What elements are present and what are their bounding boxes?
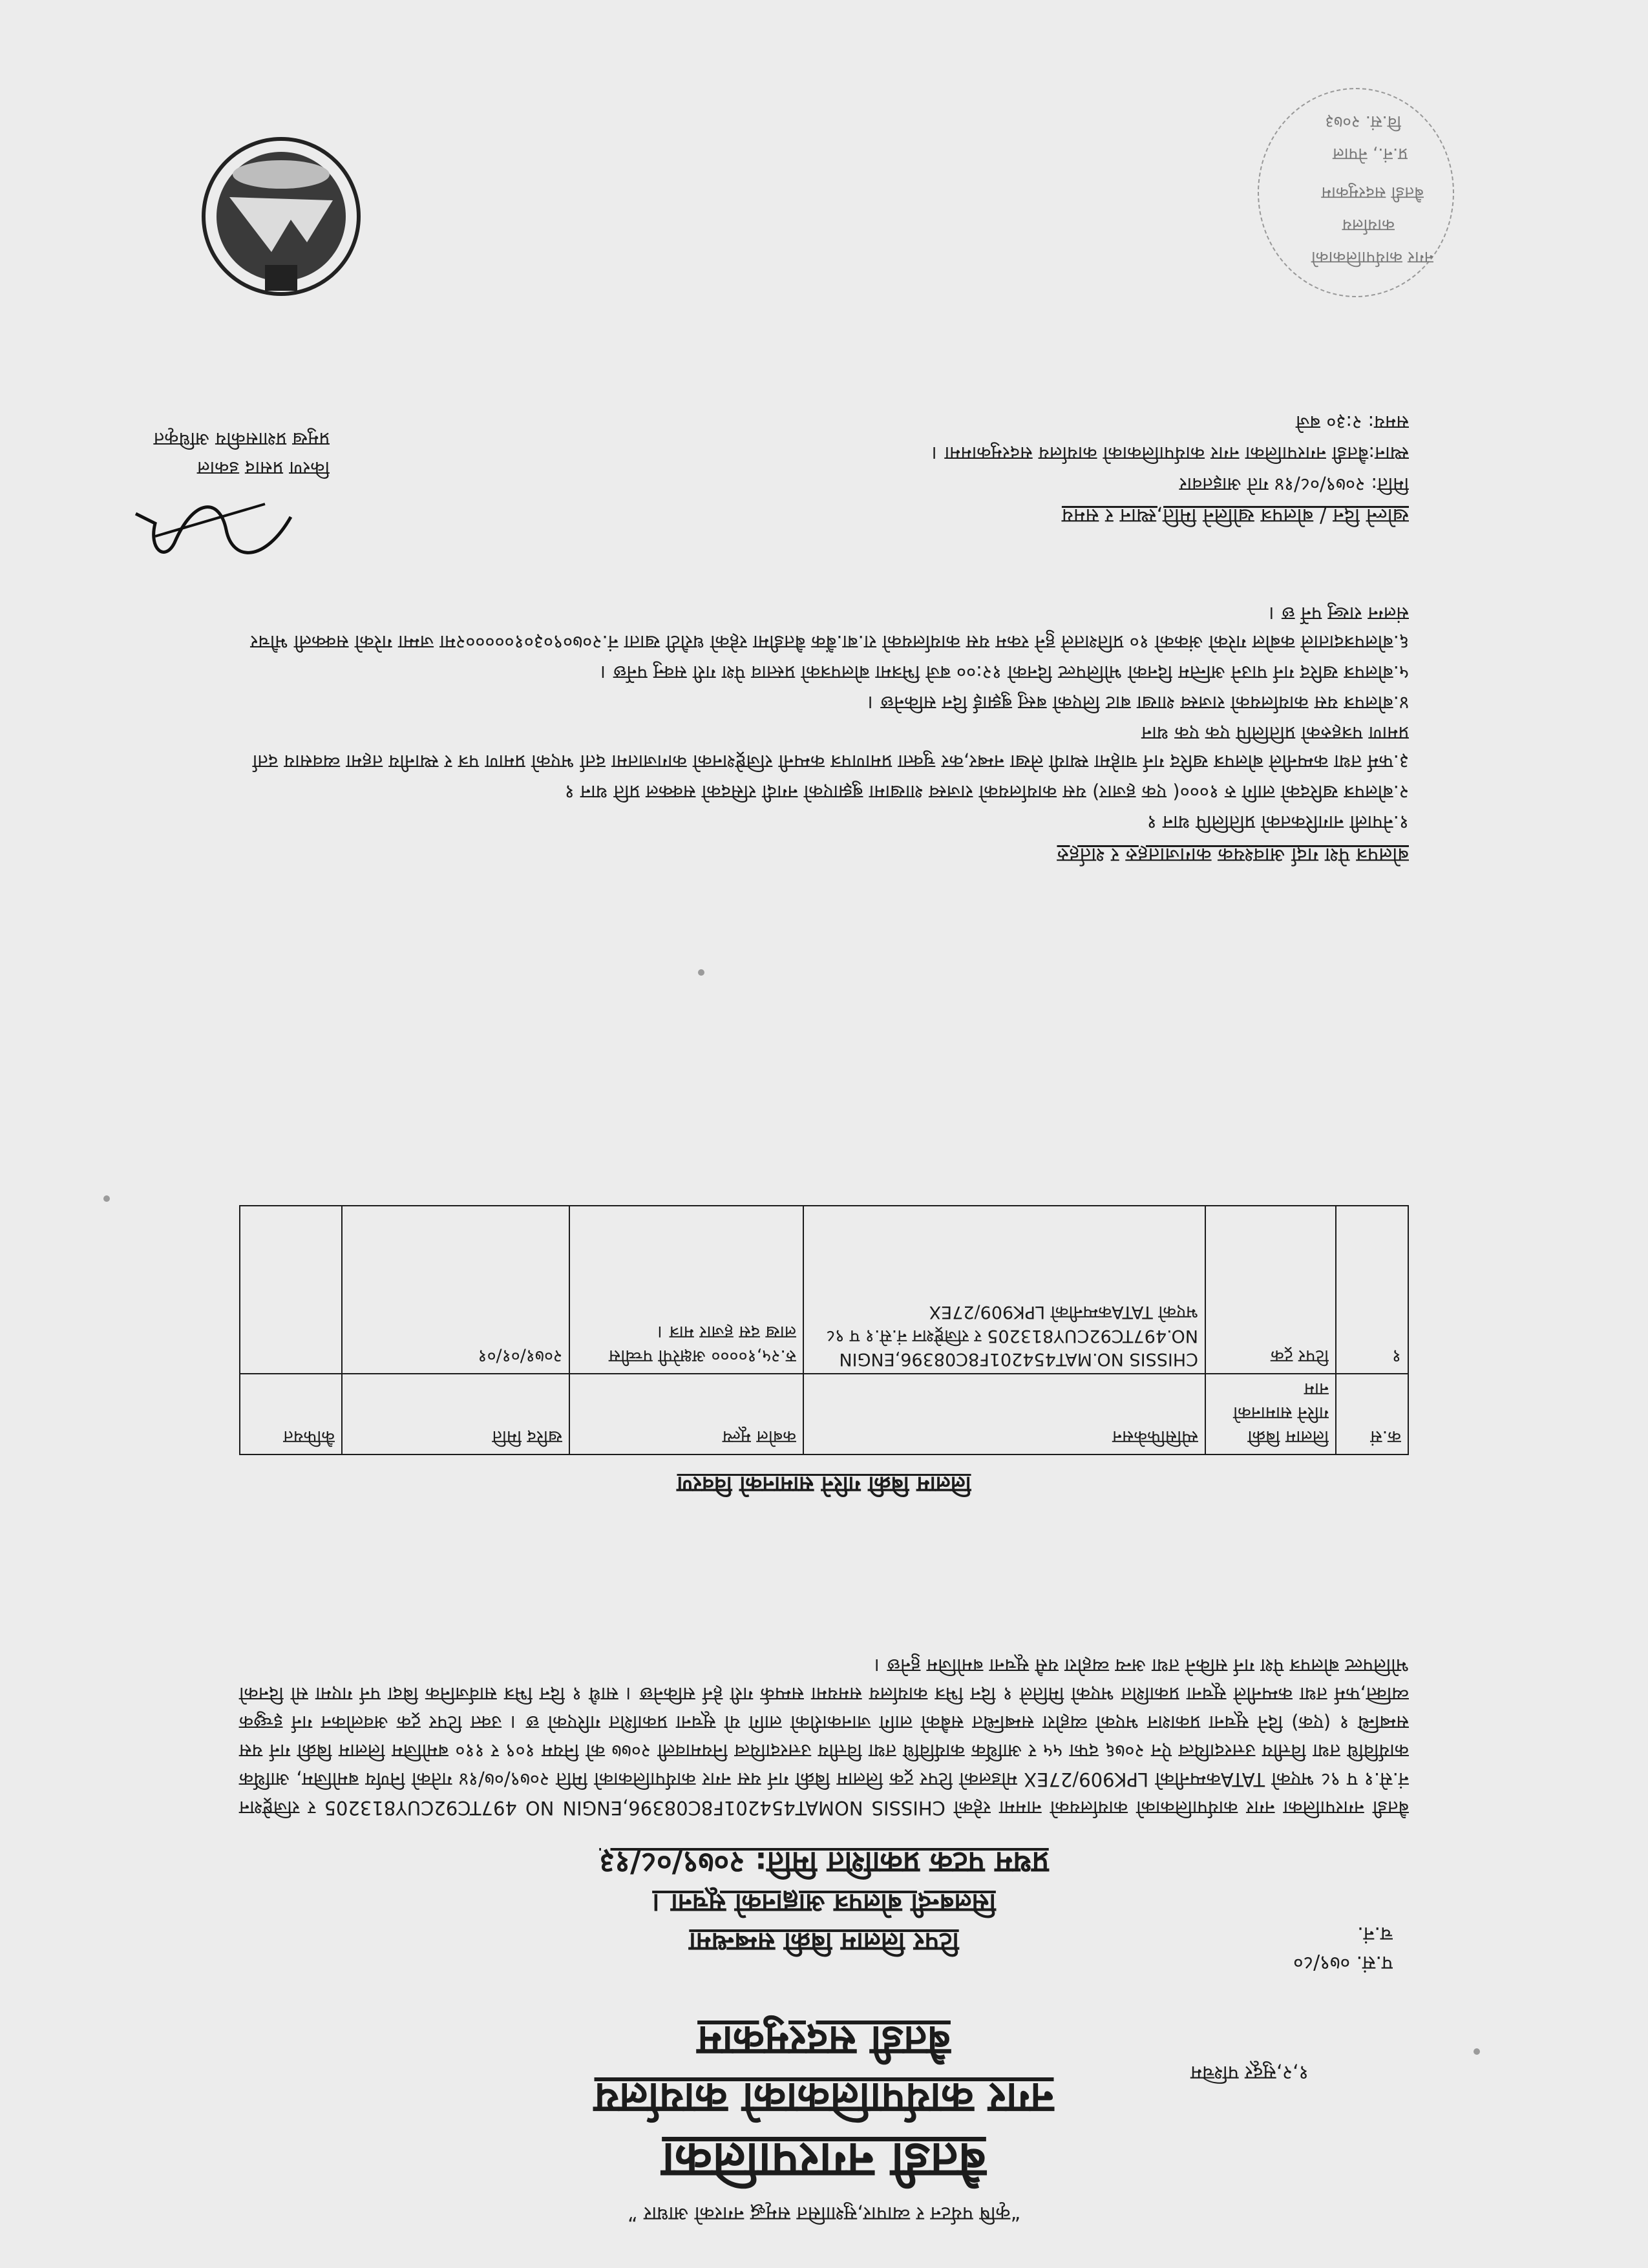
cell-spec: CHISSIS NO.MAT454201F8C08396,ENGIN NO.497TC92CUY813205 र रजिष्ट्रेशन नं.से.१ प ९८ भएको TATAकम्पनीको LPK909/27EX (803, 1206, 1205, 1374)
reference-number: प.सं. ०७९/८० (1293, 1951, 1393, 1974)
requirements-heading: बोलपत्र पेश गर्दा आवश्यक कागजातहरु र शर्तहरु (1057, 843, 1409, 866)
opening-time: समय: २:३० बजे (1295, 412, 1409, 434)
header-date: खरिद मिति (342, 1374, 569, 1454)
cell-date: २०७१/०१/०१ (342, 1206, 569, 1374)
notice-title: टिपर लिलाम बिक्री सम्बन्धमा (689, 1927, 959, 1957)
opening-date: मिति: २०७९/०८/१४ गते आइतवार (1179, 474, 1409, 496)
header-remarks: कैफियत (240, 1374, 342, 1454)
stamp-text-4: प्र.नं., नेपाल (1333, 144, 1408, 163)
publication-date: प्रथम पटक प्रकाशित मिति: २०७९/०८/१३ (599, 1845, 1049, 1880)
header-item-name: लिलाम बिक्री गरिने सामानको नाम (1205, 1374, 1336, 1454)
item-table (239, 1205, 1409, 1455)
table-title: लिलाम बिक्री गरिने सामानको विवरण (677, 1471, 971, 1497)
org-name: बैतडी नगरपालिका (662, 2132, 986, 2190)
header-price: कबोल मूल्य (569, 1374, 803, 1454)
office-address: १,२,सुदूर पश्चिम (1190, 2061, 1309, 2084)
requirement-4: ४.बोलपत्र यस कार्यालयको राजस्व शाखा बाट लिएको बस्तु बुझाई दिन सकिनेछ । (867, 692, 1409, 714)
signature-icon (123, 485, 304, 575)
cell-item-name: टिपर ट्रक (1205, 1206, 1336, 1374)
header-sn: क.सं (1336, 1374, 1408, 1454)
signatory-name: किरण प्रसाद डकाल (196, 457, 330, 479)
cell-sn: १ (1336, 1206, 1408, 1374)
cell-remarks (240, 1206, 342, 1374)
scan-speck (698, 969, 704, 976)
stamp-text-5: वि.सं. २०७३ (1325, 112, 1401, 131)
signatory-title: प्रमुख प्रशासकीय अधिकृत (153, 428, 330, 450)
dispatch-number: च.नं. (1357, 1922, 1393, 1945)
notice-subtitle: सिलबन्दी बोलपत्र आह्वानको सूचना । (652, 1888, 996, 1918)
opening-heading: खोल्ने दिन / बोलपत्र खोलिने मिति,स्थान र समय (1061, 504, 1409, 527)
opening-place: स्थान:बैतडी नगरपालिका नगर कार्यपालिकाको कार्यालय सदरमुकाममा । (931, 443, 1409, 465)
stamp-text-1: नगर कार्यपालिकाको (1311, 247, 1433, 267)
office-stamp (1258, 88, 1454, 297)
scan-speck (1474, 2048, 1480, 2055)
requirement-3: ३.फर्म तथा कम्पनीले बोलपत्र खरिद गर्न चाहेमा स्थायी लेखा नम्बर,कर चुक्ता प्रमाणपत्र कम्पनी रजिष्ट्रेशनको कागजातमा दर्ता भएको प्रमाण पत्र र स्थानीय तहमा व्यवसाय दर्ता प्रमाण पत्रहरुको प्रतिलिपि एक एक थान (252, 722, 1409, 773)
header-spec: स्पेसिफिकेसन (803, 1374, 1205, 1454)
office-location: बैतडी सदरमुकाम (697, 2017, 951, 2064)
cell-price: रु.२५,१०००० अक्षरेपी पच्चीस लाख दस हजार मात्र । (569, 1206, 803, 1374)
requirement-2: २.बोलपत्र खरिदको लागि रु १०००( एक हजार) यस कार्यालयको राजस्व शाखामा बुझाएको नगदी रसिदको सक्कल प्रति थान १ (564, 781, 1409, 803)
requirement-6: ६.बोलपत्रदाताले कबोल गरेको अंकको १० प्रतिशतले हुने रकम यस कार्यालयको रा.बा.बैंक बैतडीमा रहेको धरौटी खाता नं.२०७०९०३०१०००००२मा जम्मा गरेको सक्कली भौचर संलग्न राख्नु पर्ने छ । (250, 603, 1409, 653)
requirement-5: ५.बोलपत्र खरिद गर्न पाउने अन्तिम दिनको भोलिपल्ट दिनको १२:०० बजे भित्रमा बोलपत्रको प्रस्ताव पेश गरी सक्नु पर्नेछ । (600, 662, 1409, 684)
stamp-text-2: कार्यालय (1342, 215, 1395, 235)
government-emblem-icon (194, 129, 368, 304)
table-row (240, 1206, 1408, 1374)
requirement-1: १.नेपाली नागरिकतको प्रतिलिपि थान १ (1146, 812, 1409, 834)
stamp-text-3: बैतडी सदरमुकाम (1321, 183, 1424, 202)
scan-speck (103, 1195, 110, 1202)
motto: “कृषि पर्यटन र व्यापार,सुशासित समृद्ध नगरको आधार ” (627, 2202, 1021, 2225)
table-header-row (240, 1374, 1408, 1454)
office-name: नगर कार्यपालिकाको कार्यालय (594, 2074, 1054, 2123)
notice-body: बैतडी नगरपालिका नगर कार्यपालिकाको कार्यालयको नाममा रहेको CHISSIS NOMAT454201F8C08396,ENGIN NO 497TC92CUY813205 र रजिष्ट्रेशन नं.से.१ प ९८ भएको TATAकम्पनीको LPK909/27EX मोडलको टिपर ट्रक लिलाम बिक्री गर्न यस नगर कार्यपालिकाको मिति २०७९/०७/१४ गतेको निर्णय बमोजिम, आर्थिक कार्यविधि तथा वित्तीय उत्तरदायित्व ऐन २०७६ दफा ५५ र आर्थिक कार्यविधि तथा वित्तीय उत्तरदायित्व नियमावली २०७७ को नियम १०९ र ११० बमोजिम लिलाम बिक्री गर्न यस सम्बन्धि १ (एक) दिने सूचना प्रकाशन भएको व्यहोरा सम्बन्धित सबैको लागि जानकारीको लागि यो सूचना प्रकाशित गरिएको छ । उक्त टिपर ट्रक अवलोकन गर्न इच्छुक व्यक्ति,फर्म तथा कम्पनीले सूचना प्रकाशित भएको मितिले १ दिन भित्र कार्यालय समयमा सम्पर्क गरी हेर्न सकिनेछ । साथै १ दिन भित्र सार्वजनिक बिदा पर्न गएमा सो दिनको भोलिपल्ट बोलपत्र पेश गर्न सकिने तथा अन्य व्यहोरा यसै सूचना बमोजिम हुनेछ । (239, 1655, 1409, 1819)
